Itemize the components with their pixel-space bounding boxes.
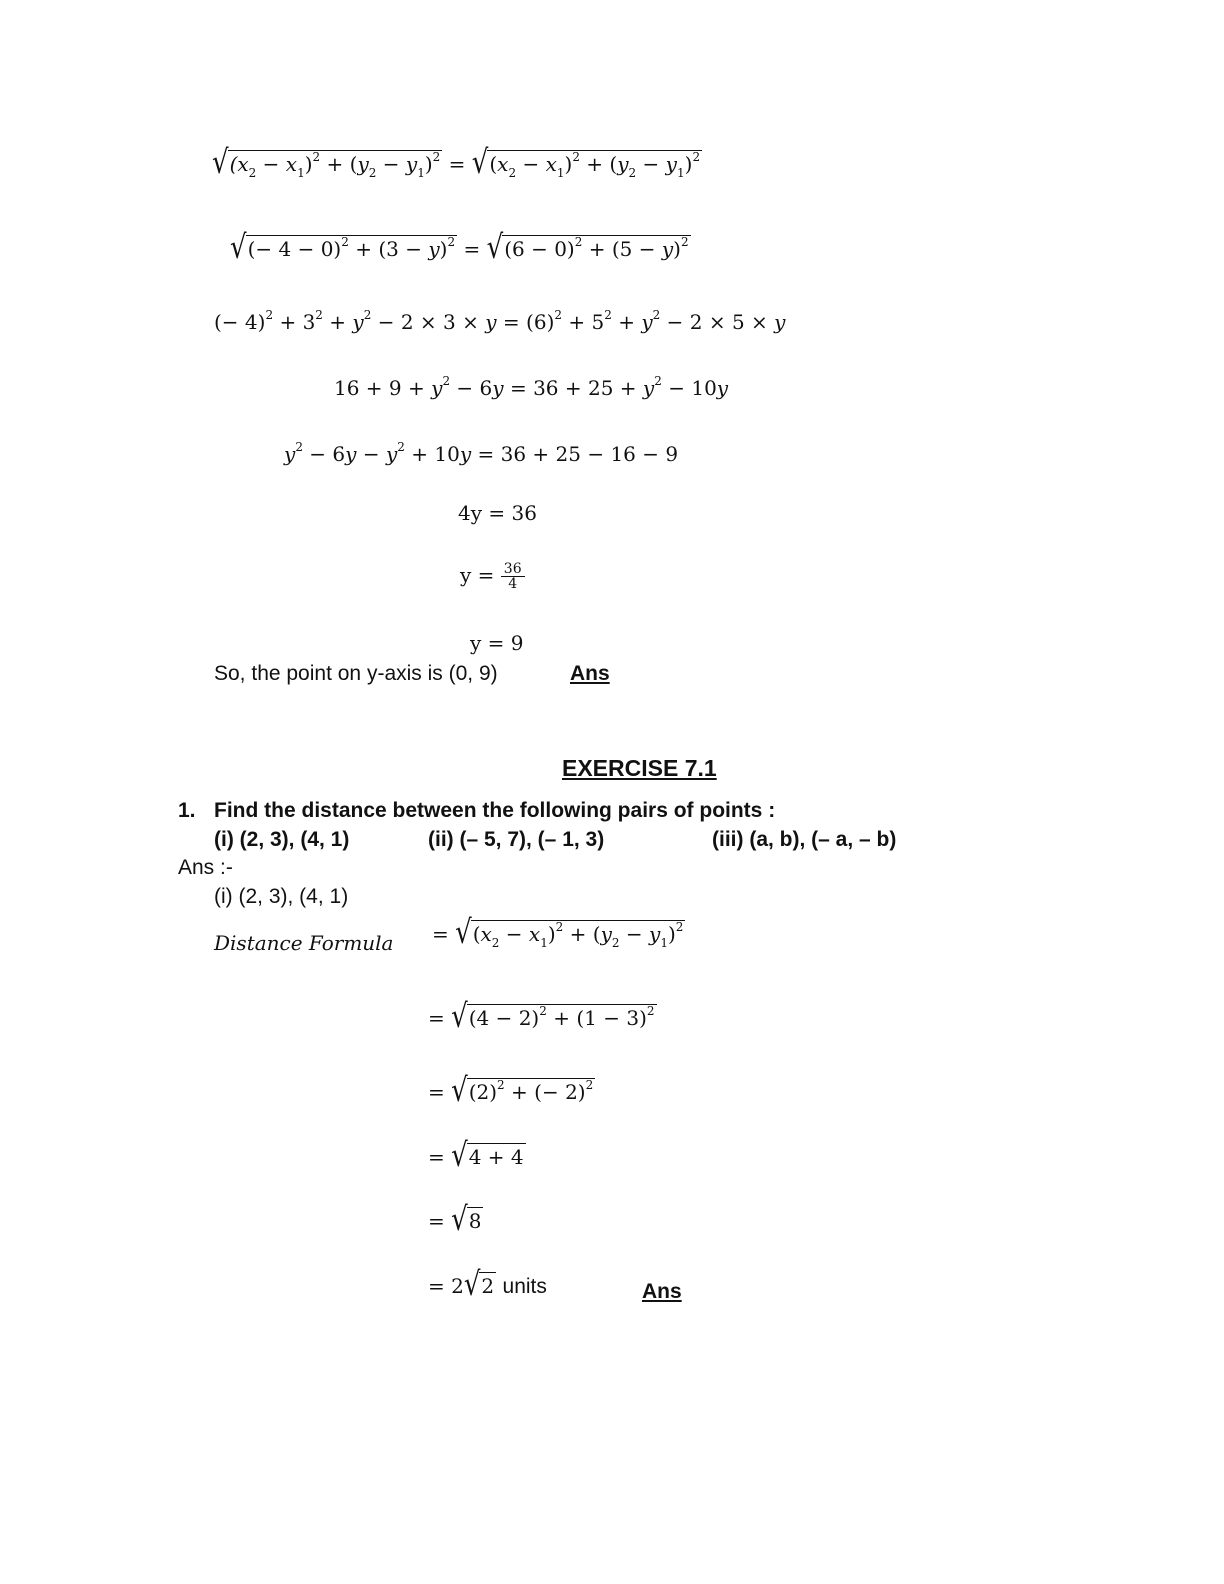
solution-step-4: = √8 xyxy=(428,1201,482,1239)
question-option-iii: (iii) (a, b), (– a, – b) xyxy=(712,828,897,851)
conclusion-ans: Ans xyxy=(570,662,610,685)
equation-line-1: $√(x_2 - x_1)^2 + (y_2 - y_1)^2 = √(x_2 - x_1)^2 + (y_2 - y_1)^2$ xyxy=(212,144,701,182)
equation-line-5: $y^2 - 6y - y^2 + 10y = 36 + 25 - 16 - 9$ xyxy=(284,440,679,466)
conclusion-text: So, the point on y-axis is (0, 9) xyxy=(214,662,498,685)
fraction-denominator: 4 xyxy=(508,576,518,592)
result-ans: Ans xyxy=(642,1280,682,1303)
answer-subpart-i: (i) (2, 3), (4, 1) xyxy=(214,885,349,908)
equation-line-4: $16 + 9 + y^2 - 6y = 36 + 25 + y^2 - 10y$ xyxy=(334,374,729,400)
answer-label: Ans :- xyxy=(178,856,233,879)
exercise-title: EXERCISE 7.1 xyxy=(562,755,717,781)
question-text: Find the distance between the following pairs of points : xyxy=(214,799,776,822)
result-units: units xyxy=(502,1275,547,1298)
equation-line-8: y = 9 xyxy=(470,631,524,655)
fraction xyxy=(501,562,525,591)
question-number: 1. xyxy=(178,799,196,822)
equation-line-3: (− $4)^2 + 3^2 + y^2 - 2 \times 3 \times y = (6)^2 + 5^2 + y^2 - 2 \times 5 \times y$ xyxy=(214,308,786,334)
distance-formula-label: Distance Formula xyxy=(214,931,394,955)
equation-line-7 xyxy=(460,562,525,591)
solution-step-3: = √4 + 4 xyxy=(428,1137,524,1175)
solution-step-1: = $√(4 - 2)^2 + (1 - 3)^2$ xyxy=(428,998,655,1036)
equation-line-6: 4y = 36 xyxy=(458,501,537,525)
question-option-ii: (ii) (– 5, 7), (– 1, 3) xyxy=(428,828,605,851)
fraction-numerator: 36 xyxy=(501,562,525,577)
fraction-lhs: y = xyxy=(460,563,495,587)
equation-line-2: √(− $4 - 0)^2 + (3 - y)^2 = √(6 - 0)^2 + (5 - y)^2$ xyxy=(230,229,689,267)
distance-formula: = $√(x_2 - x_1)^2 + (y_2 - y_1)^2$ xyxy=(432,914,684,952)
solution-step-2: = $√(2)^2$ + (− 2)$^2$ xyxy=(428,1072,594,1110)
solution-result: = 2√2 units xyxy=(428,1266,547,1304)
question-option-i: (i) (2, 3), (4, 1) xyxy=(214,828,350,851)
